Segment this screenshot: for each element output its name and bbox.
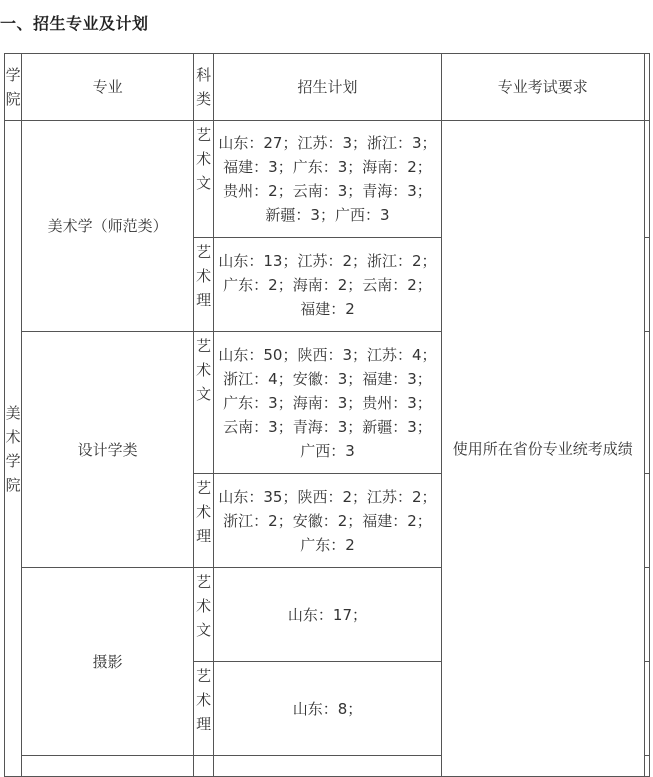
- kind-cell: 艺术文: [194, 568, 214, 662]
- kind-cell: 艺术文: [194, 121, 214, 238]
- plan-cell: 山东：27；江苏：3；浙江：3；福建：3；广东：3；海南：2；贵州：2；云南：3；青海：3；新疆：3；广西：3: [214, 121, 441, 238]
- requirement-cell: 使用所在省份专业统考成绩: [442, 121, 645, 777]
- header-kind: 科类: [194, 54, 214, 121]
- plan-cell: 山东：35；陕西：2；江苏：2；浙江：2；安徽：2；福建：2；广东：2: [214, 474, 441, 568]
- plan-cell: [214, 756, 441, 777]
- section-heading: 一、招生专业及计划: [0, 14, 149, 33]
- plan-cell: 山东：8；: [214, 662, 441, 756]
- tail-cell: [645, 568, 650, 662]
- plan-cell: 山东：17；: [214, 568, 441, 662]
- table-row: [5, 121, 650, 238]
- major-cell: 美术学（师范类）: [22, 121, 194, 332]
- tail-cell: [645, 662, 650, 756]
- header-tail: [645, 54, 650, 121]
- tail-cell: [645, 121, 650, 238]
- kind-cell: 艺术理: [194, 474, 214, 568]
- kind-cell: 艺术文: [194, 332, 214, 474]
- header-requirement: 专业考试要求: [442, 54, 645, 121]
- kind-cell: 艺术理: [194, 238, 214, 332]
- tail-cell: [645, 238, 650, 332]
- major-cell: 摄影: [22, 568, 194, 756]
- enrollment-plan-table: [4, 53, 650, 777]
- plan-cell: 山东：13；江苏：2；浙江：2；广东：2；海南：2；云南：2；福建：2: [214, 238, 441, 332]
- college-cell: 美术学院: [5, 121, 22, 777]
- kind-cell: 艺术理: [194, 662, 214, 756]
- tail-cell: [645, 332, 650, 474]
- tail-cell: [645, 474, 650, 568]
- major-cell: 设计学类: [22, 332, 194, 568]
- header-major: 专业: [22, 54, 194, 121]
- header-college: 学院: [5, 54, 22, 121]
- plan-cell: 山东：50；陕西：3；江苏：4；浙江：4；安徽：3；福建：3；广东：3；海南：3；贵州：3；云南：3；青海：3；新疆：3；广西：3: [214, 332, 441, 474]
- table-header-row: [5, 54, 650, 121]
- header-plan: 招生计划: [214, 54, 441, 121]
- kind-cell: [194, 756, 214, 777]
- tail-cell: [645, 756, 650, 777]
- major-cell: [22, 756, 194, 777]
